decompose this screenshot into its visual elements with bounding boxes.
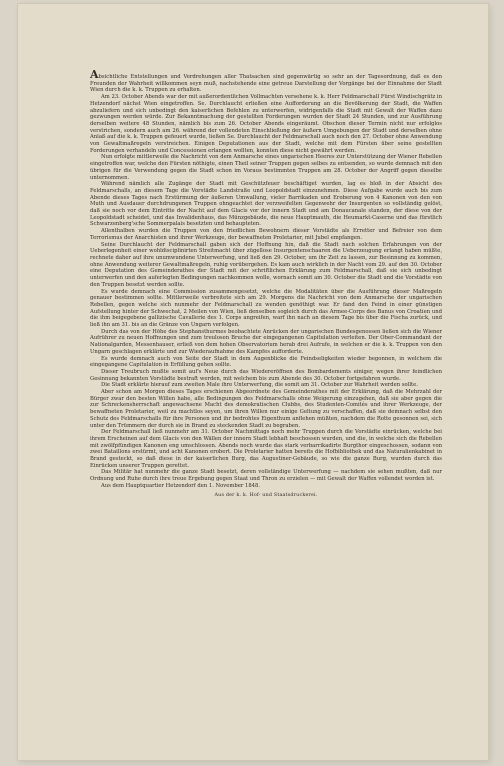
paragraph-3: Nun erfolgte mittlerweile die Nachricht von dem Anmarsche eines ungarischen Heeres zur Unterstützung der Wiener Rebellen eingetroffen war, welche den Fürsten nöthigte, einen Theil seiner Truppen gegen selbes zu entsenden, so wurde demnach mit den übrigen für die Verwendung gegen die Stadt schon im Voraus bestimmten Truppen am 28. October der Angriff gegen dieselbe unternommen.	[90, 154, 442, 181]
paragraph-12: Aber schon am Morgen dieses Tages erschienen Abgeordnete des Gemeinderathes mit der Erklärung, daß die Mehrzahl der Bürger zwar den besten Willen habe, alle Bedingungen des Feldmarschalls ohne Weigerung einzugehen, daß sie aber gegen die zur Schreckensherrschaft angewachsene Macht des demokratischen Clubbs, des Studenten-Comités und ihrer Werkzeuge, der bewaffneten Proletarier, weil zu machtlos seyen, um ihren Willen nur einige Geltung zu verschaffen, daß sie demnach selbst den Schutz des Feldmarschalls für ihre Personen und ihr bedrohtes Eigenthum anflehen müßten, nachdem die Rotte gesonnen sei, sich unter den Trümmern der durch sie in Brand zu steckenden Stadt zu begraben.	[90, 389, 442, 429]
paragraph-8: Durch das von der Höhe des Stephansthurmes beobachtete Anrücken der ungarischen Bundesgenossen ließen sich die Wiener Aufrührer zu neuen Hoffnungen und zum treulosen Bruche der eingegangenen Capitulation verleiten. Der Ober-Commandant der Nationalgarden, Messenhauser, erließ von dem hohen Observatorium herab drei Aufrufe, in welchen er die k. k. Truppen von den Ungarn geschlagen erklärte und zur Wiederaufnahme des Kampfes aufforderte.	[90, 328, 442, 355]
printer-imprint: Aus der k. k. Hof- und Staatsdruckerei.	[214, 492, 318, 498]
paragraph-6: Seine Durchlaucht der Feldmarschall gaben sich der Hoffnung hin, daß die Stadt nach solchen Erfahrungen von der Ueberlegenheit einer wohldisciplinirten Streitmacht über zügellose Insurgentenschaaren die Ueberzeugung erlangt haben müßte, rechnete daher auf ihre unumwundene Unterwerfung, und ließ den 29. October, um ihr Zeit zu lassen, zur Besinnung zu kommen, ohne Anwendung weiterer Gewaltmaßregeln, ruhig vorübergehen. Es kam auch wirklich in der Nacht vom 29. auf den 30. October eine Deputation des Gemeinderathes der Stadt mit der schriftlichen Erklärung zum Feldmarschall, daß sie sich unbedingt unterwerfen und den auferlegten Bedingungen nachkommen wolle, wornach somit am 30. October die Stadt und die Vorstädte von den Truppen besetzt werden sollte.	[90, 241, 442, 288]
document-sheet	[18, 4, 488, 760]
paragraph-5: Allenthalben wurden die Truppen von den friedlichen Bewohnern dieser Vorstädte als Erretter und Befreier von dem Terrorismus der Anarchisten und ihrer Werkzeuge, der bewaffneten Proletarier, mit Jubel empfangen.	[90, 228, 442, 241]
paragraph-13: Der Feldmarschall ließ nunmehr am 31. October Nachmittags noch mehr Truppen durch die Vorstädte einrücken, welche bei ihrem Erscheinen auf dem Glacis von den Wällen der innern Stadt lebhaft beschossen wurden, und die, in welche sich die Rebellen mit zwölfpfündigen Kanonen eng umschlossen. Abends noch wurde das stark verbarrikadirte Burgthor eingeschossen, sodann von zwei Bataillons erstürmt, und acht Kanonen erobert. Die Proletarier hatten bereits die Hofbibliothek und das Naturalienkabinet in Brand gesteckt, so daß diese in der kaiserlichen Burg, das Augustiner-Gebäude, so wie die ganze Burg, wurden durch das Einrücken unserer Truppen gerettet.	[90, 429, 442, 469]
paragraph-1: Absichtliche Entstellungen und Verdrehungen aller Thatsachen sind gegenwärtig so sehr an der Tagesordnung, daß es den Freunden der Wahrheit willkommen seyn muß, nachstehende eine getreue Darstellung der Vorgänge bei der Einnahme der Stadt Wien durch die k. k. Truppen zu erhalten.	[90, 68, 442, 94]
paragraph-2: Am 23. October Abends war der mit außerordentlichen Vollmachten versehene k. k. Herr Feldmarschall Fürst Windischgrätz in Hetzendorf nächst Wien eingetroffen. Se. Durchlaucht erließen eine Aufforderung an die Bevölkerung der Stadt, die Waffen abzuliefern und sich unbedingt den kaiserlichen Befehlen zu unterwerfen, widrigenfalls die Stadt mit Gewalt der Waffen dazu gezwungen werden würde. Zur Bekanntmachung der gestellten Forderungen wurden der Stadt 24 Stunden, und zur Ausführung derselben weitere 48 Stunden, nämlich bis zum 26. October Abends eingeräumt. Obschon dieser Termin nicht nur erfolglos verstrichen, sondern auch am 26. während der vollendeten Einschließung der äußern Umgebungen der Stadt und derselben ohne Anlaß auf die k. k. Truppen gefeuert wurde, ließen Se. Durchlaucht der Feldmarschall auch noch den 27. October ohne Anwendung von Gewaltmaßregeln verstreichen. Einigen Deputationen aus der Stadt, welche mit dem Fürsten über seine gestellten Forderungen verhandeln und Concessionen erlangen wollten, konnten diese nicht gewährt werden.	[90, 94, 442, 154]
closing-line: Aus dem Hauptquartier Hetzendorf den 1. November 1848.	[101, 482, 261, 489]
paragraph-7: Es wurde demnach eine Commission zusammengesetzt, welche die Modalitäten über die Ausführung dieser Maßregeln genauer bestimmen sollte. Mittlerweile verbreitete sich am 29. Morgens die Nachricht von dem Anmarsche der ungarischen Rebellen, gegen welche sich nunmehr der Feldmarschall zu wenden genöthigt war. Er fand den Feind in einer günstigen Aufstellung hinter der Schwechat, 2 Meilen von Wien, ließ denselben sogleich durch das Armee-Corps des Banus von Croatien und die ihm beigegebene gallizische Cavallerie des 1. Corps angreifen, warf ihn nach an diesem Tage bis über die Fischa zurück, und ließ ihn am 31. bis an die Gränze von Ungarn verfolgen.	[90, 288, 442, 329]
paragraph-14: Das Militär hat nunmehr die ganze Stadt besetzt, deren vollständige Unterwerfung — nachdem sie sehen mußten, daß nur Ordnung und Ruhe durch ihre treue Ergebung gegen Staat und Thron zu erzielen — mit Gewalt der Waffen vollendet worden ist.	[90, 469, 442, 483]
paragraph-4: Während nämlich alle Zugänge der Stadt mit Geschützfeuer beschäftiget wurden, lag es bloß in der Absicht des Feldmarschalls, an diesem Tage die Vorstädte Landstraße und Leopoldstadt einzunehmen. Diese Aufgabe wurde auch bis zum Abende dieses Tages nach Erstürmung der äußeren Umwallung, vieler Barrikaden und Eroberung von 4 Kanonen von den von Muth und Ausdauer durchdrungenen Truppen ohngeachtet der verzweifelten Gegenwehr der Insurgenten so vollständig gelöst, daß sie noch vor dem Eintritte der Nacht auf dem Glacis vor der innern Stadt und am Donaucanale standen, der diese von der Leopoldstadt scheidet, und das Invalidenhaus, das Münzgebäude, die neue Hauptmauth, die Heumarkt-Caserne und das fürstlich Schwarzenberg'sche Sommerpalais besetzten und behaupteten.	[90, 181, 442, 228]
paragraph-11: Die Stadt erklärte hierauf zum zweiten Male ihre Unterwerfung, die somit am 31. October zur Wahrheit werden sollte.	[101, 382, 418, 389]
paragraph-9: Es wurde demnach auch von Seite der Stadt in dem Augenblicke die Feindseligkeiten wieder begonnen, in welchem die eingegangene Capitulation in Erfüllung gehen sollte.	[90, 355, 442, 369]
paragraph-10: Dieser Treubruch mußte somit auf's Neue durch das Wiedereröffnen des Bombardements einiger, wegen ihrer feindlichen Gesinnung bekannten Vorstädte bestraft werden, mit welchem bis zum Abende des 30. October fortgefahren wurde.	[90, 368, 442, 382]
proclamation-text	[90, 68, 442, 499]
